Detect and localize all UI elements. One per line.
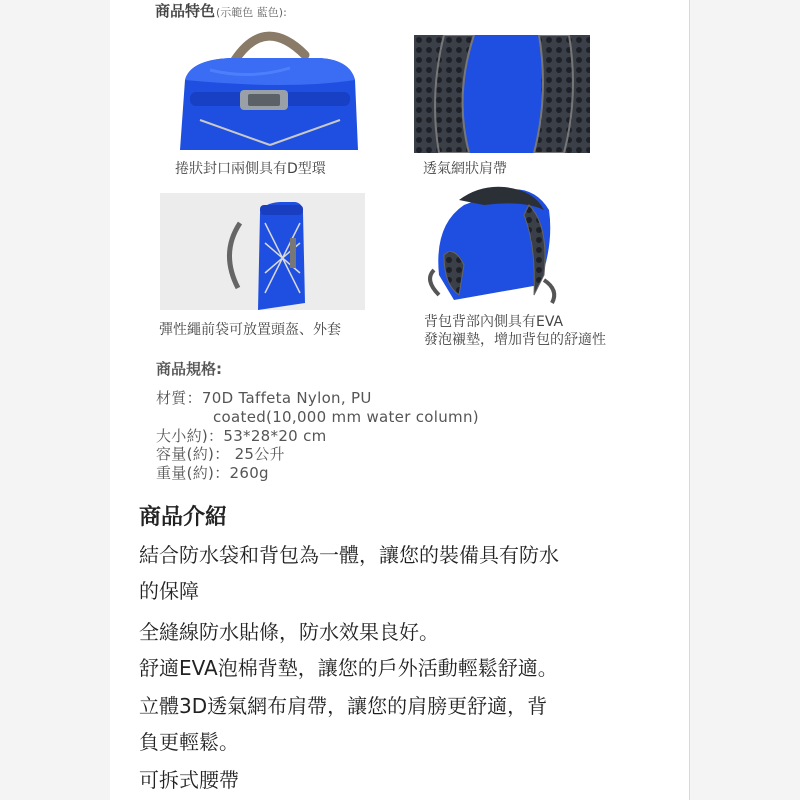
intro-line-4: 舒適EVA泡棉背墊，讓您的戶外活動輕鬆舒適。	[139, 656, 558, 680]
features-subtitle: (示範色 藍色):	[216, 6, 287, 19]
photo-front-pocket	[160, 193, 365, 310]
caption-back-panel-line1: 背包背部內側具有EVA	[424, 314, 564, 330]
caption-back-panel-line2: 發泡襯墊，增加背包的舒適性	[424, 332, 606, 348]
intro-line-7: 可拆式腰帶	[139, 768, 239, 792]
photo-mesh-straps	[414, 35, 590, 153]
spec-material-line2: coated(10,000 mm water column)	[213, 408, 479, 426]
back-panel-image	[424, 185, 599, 305]
spec-material-line1: 70D Taffeta Nylon, PU	[201, 389, 372, 407]
photo-rolltop-closure	[170, 20, 360, 150]
photo-back-panel	[424, 185, 599, 305]
page-edge-divider	[689, 0, 690, 800]
caption-mesh-straps: 透氣網狀肩帶	[423, 161, 507, 177]
spec-material-label: 材質：	[156, 389, 202, 407]
intro-line-2: 的保障	[139, 579, 199, 603]
intro-title: 商品介紹	[139, 505, 228, 530]
caption-rolltop: 捲狀封口兩側具有D型環	[175, 161, 326, 177]
caption-front-pocket: 彈性繩前袋可放置頭盔、外套	[159, 322, 341, 338]
intro-line-6: 負更輕鬆。	[139, 730, 239, 754]
intro-line-3: 全縫線防水貼條，防水效果良好。	[139, 620, 439, 644]
intro-line-5: 立體3D透氣網布肩帶，讓您的肩膀更舒適，背	[139, 694, 548, 718]
mesh-strap-image	[414, 35, 590, 153]
specs-title: 商品規格:	[156, 360, 222, 378]
spec-size: 大小約)：53*28*20 cm	[156, 427, 327, 445]
spec-capacity: 容量(約)： 25公升	[156, 445, 285, 463]
spec-weight: 重量(約)：260g	[156, 464, 269, 482]
features-title	[155, 0, 287, 21]
rolltop-backpack-image	[170, 20, 360, 150]
spec-material	[156, 389, 372, 407]
features-title-text: 商品特色	[155, 2, 216, 20]
front-backpack-image	[160, 193, 365, 310]
intro-line-1: 結合防水袋和背包為一體，讓您的裝備具有防水	[139, 543, 559, 567]
caption-back-panel	[424, 313, 606, 349]
